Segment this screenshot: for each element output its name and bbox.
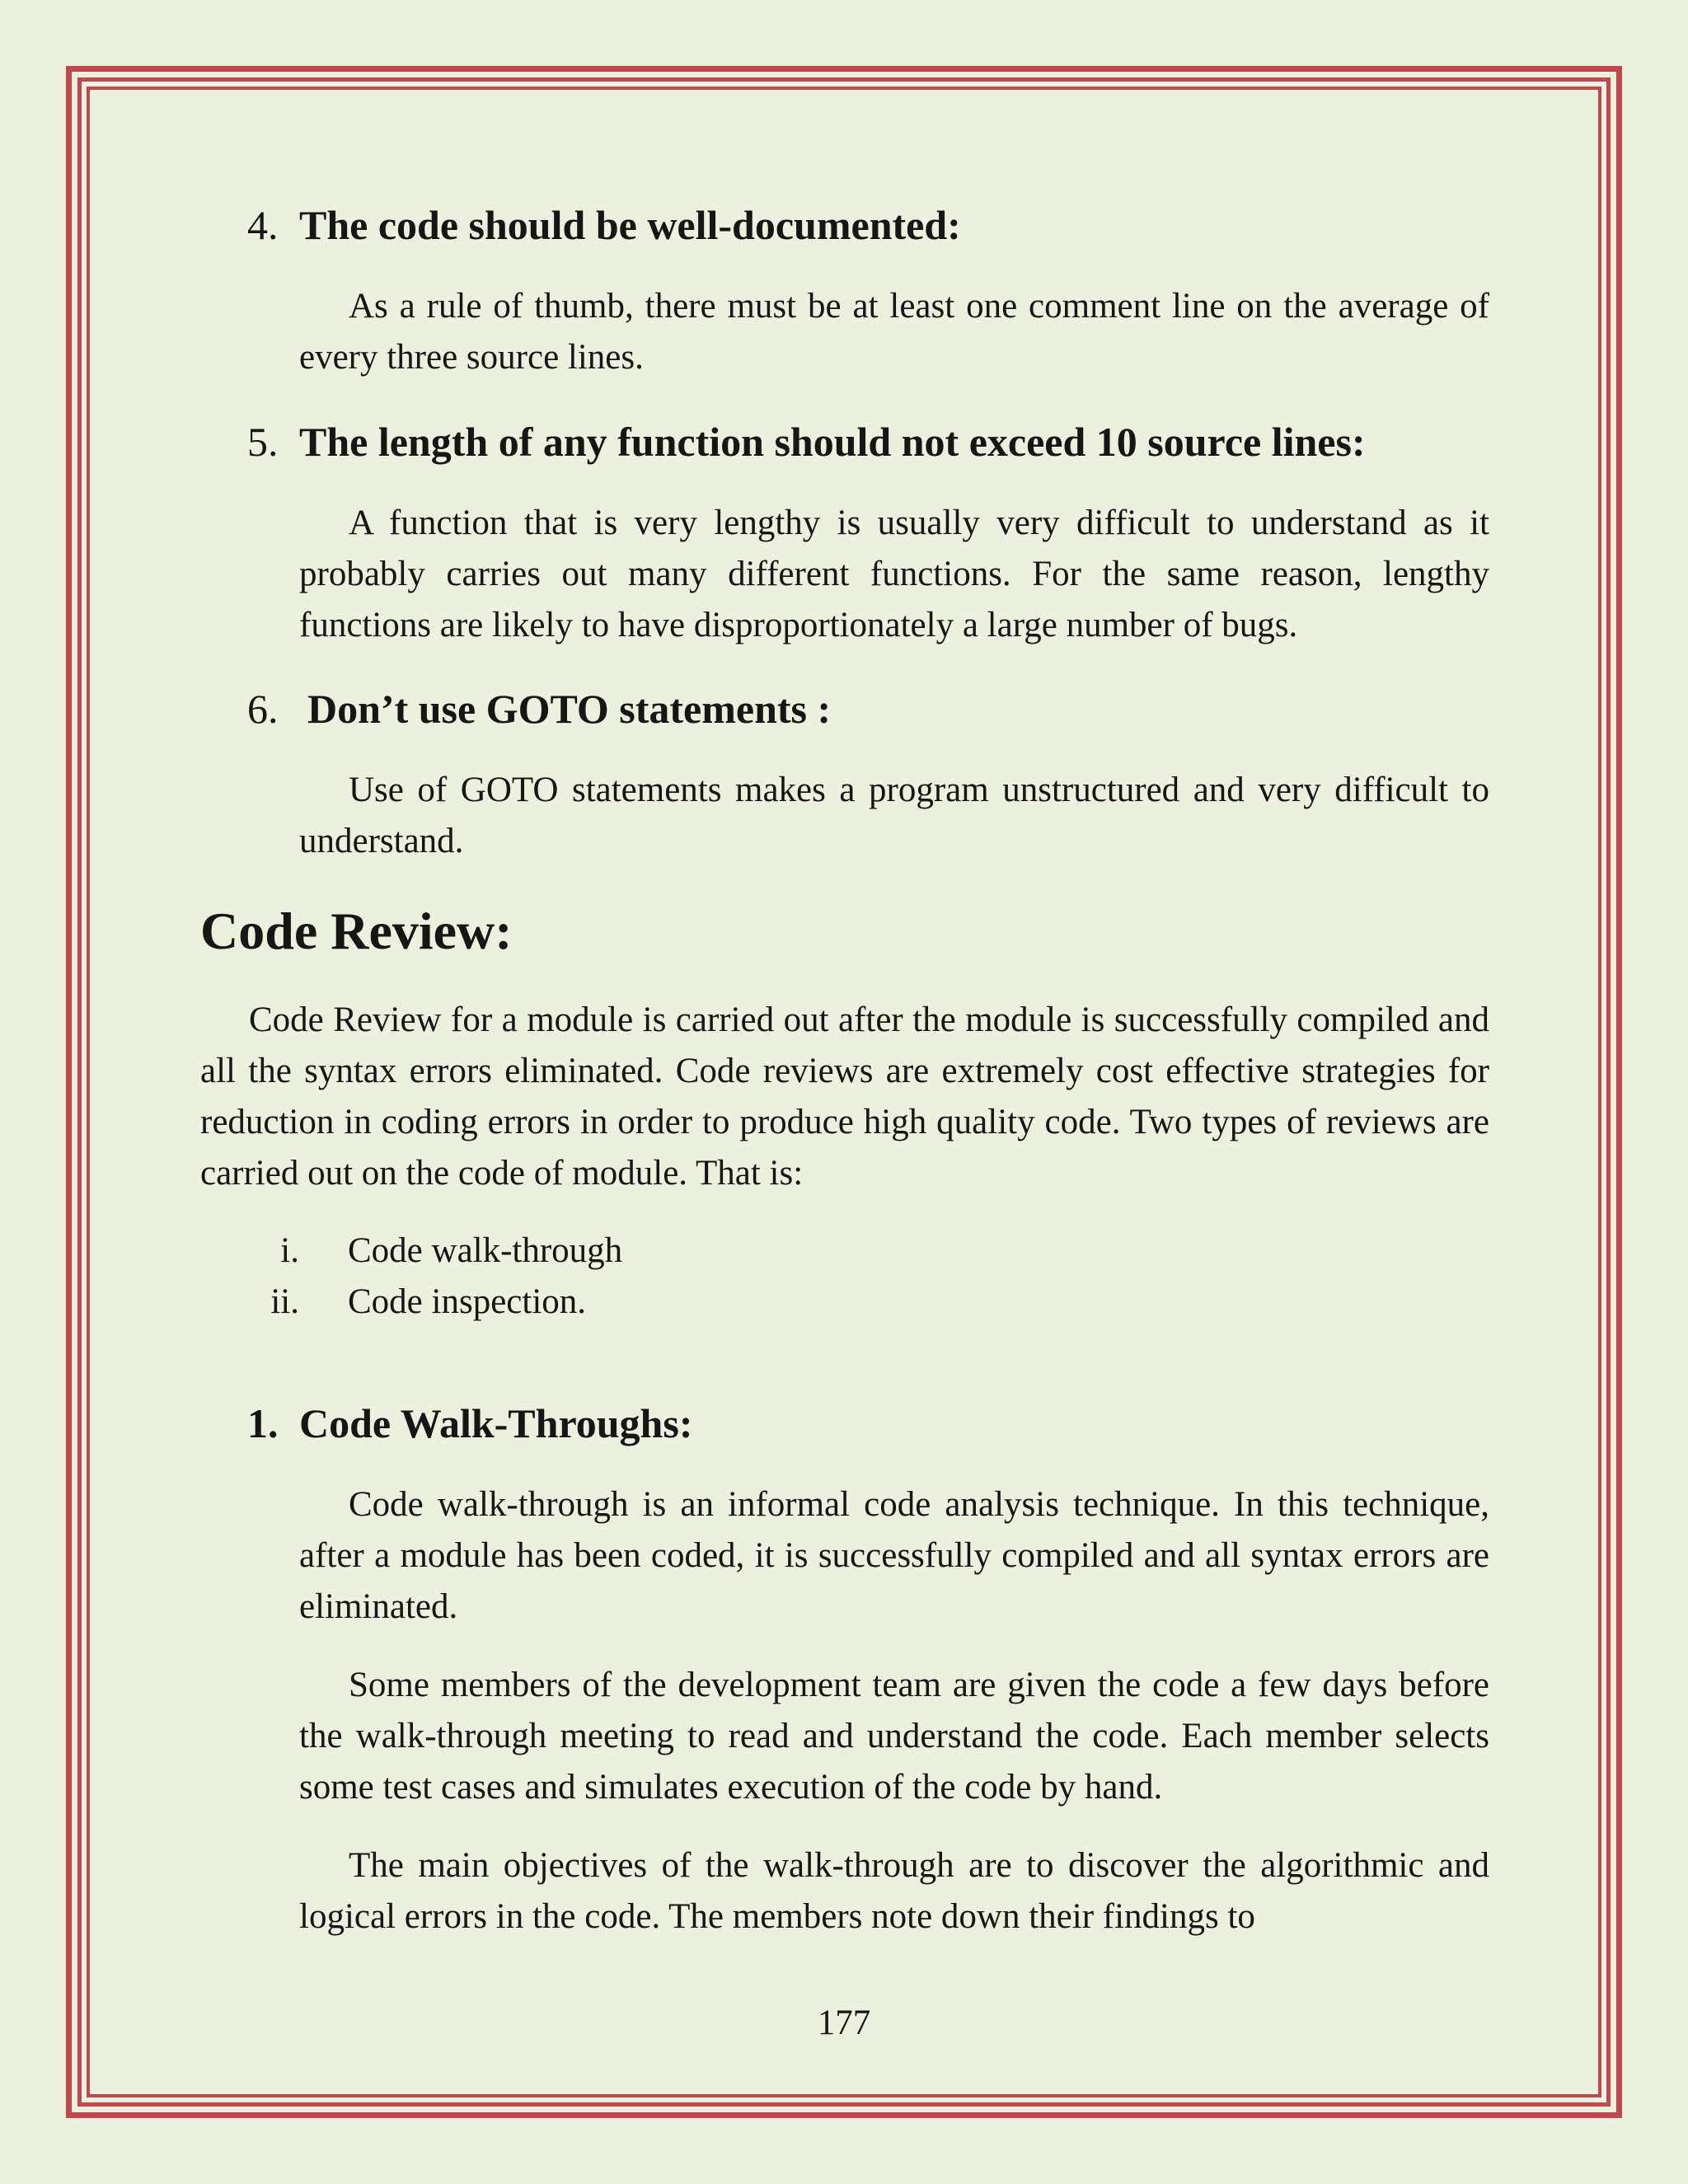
list-item-title: Don’t use GOTO statements : [307, 686, 832, 732]
walkthrough-paragraph: The main objectives of the walk-through are to discover the algorithmic and logical errors in the code. The members note down their findings to [299, 1846, 1489, 1936]
code-review-intro: Code Review for a module is carried out after the module is successfully compiled and all the syntax errors eliminated. Code reviews are extremely cost effective strategies for reduction in coding errors in order to produce high quality code. Two types of reviews are carried out on the code of module. That is: [200, 1001, 1489, 1193]
list-item-title: The length of any function should not exceed 10 source lines: [299, 419, 1366, 465]
list-item-body: As a rule of thumb, there must be at least one comment line on the average of every three source lines. [299, 287, 1489, 377]
list-item-number: 4. [247, 202, 279, 248]
review-type-label: Code walk-through [348, 1231, 623, 1270]
section-heading-code-review: Code Review: [200, 902, 513, 960]
page-number: 177 [817, 2004, 871, 2042]
review-type-number: ii. [270, 1282, 299, 1321]
list-item-title: The code should be well-documented: [299, 202, 961, 248]
list-item-number: 5. [247, 419, 279, 465]
subsection-title: Code Walk-Throughs: [299, 1400, 693, 1446]
list-item-body: A function that is very lengthy is usually very difficult to understand as it probably carries out many different functions. For the same reason, lengthy functions are likely to have disproportionately a large number of bugs. [299, 504, 1489, 644]
review-type-number: i. [280, 1231, 299, 1270]
walkthrough-paragraph: Some members of the development team are given the code a few days before the walk-through meeting to read and understand the code. Each member selects some test cases and simulates execution of the code by hand. [299, 1666, 1489, 1807]
list-item-number: 6. [247, 686, 279, 732]
review-type-label: Code inspection. [348, 1282, 587, 1321]
walkthrough-paragraph: Code walk-through is an informal code analysis technique. In this technique, after a module has been coded, it is successfully compiled and all syntax errors are eliminated. [299, 1485, 1489, 1626]
subsection-number: 1. [247, 1400, 279, 1446]
list-item-body: Use of GOTO statements makes a program unstructured and very difficult to understand. [299, 771, 1489, 860]
